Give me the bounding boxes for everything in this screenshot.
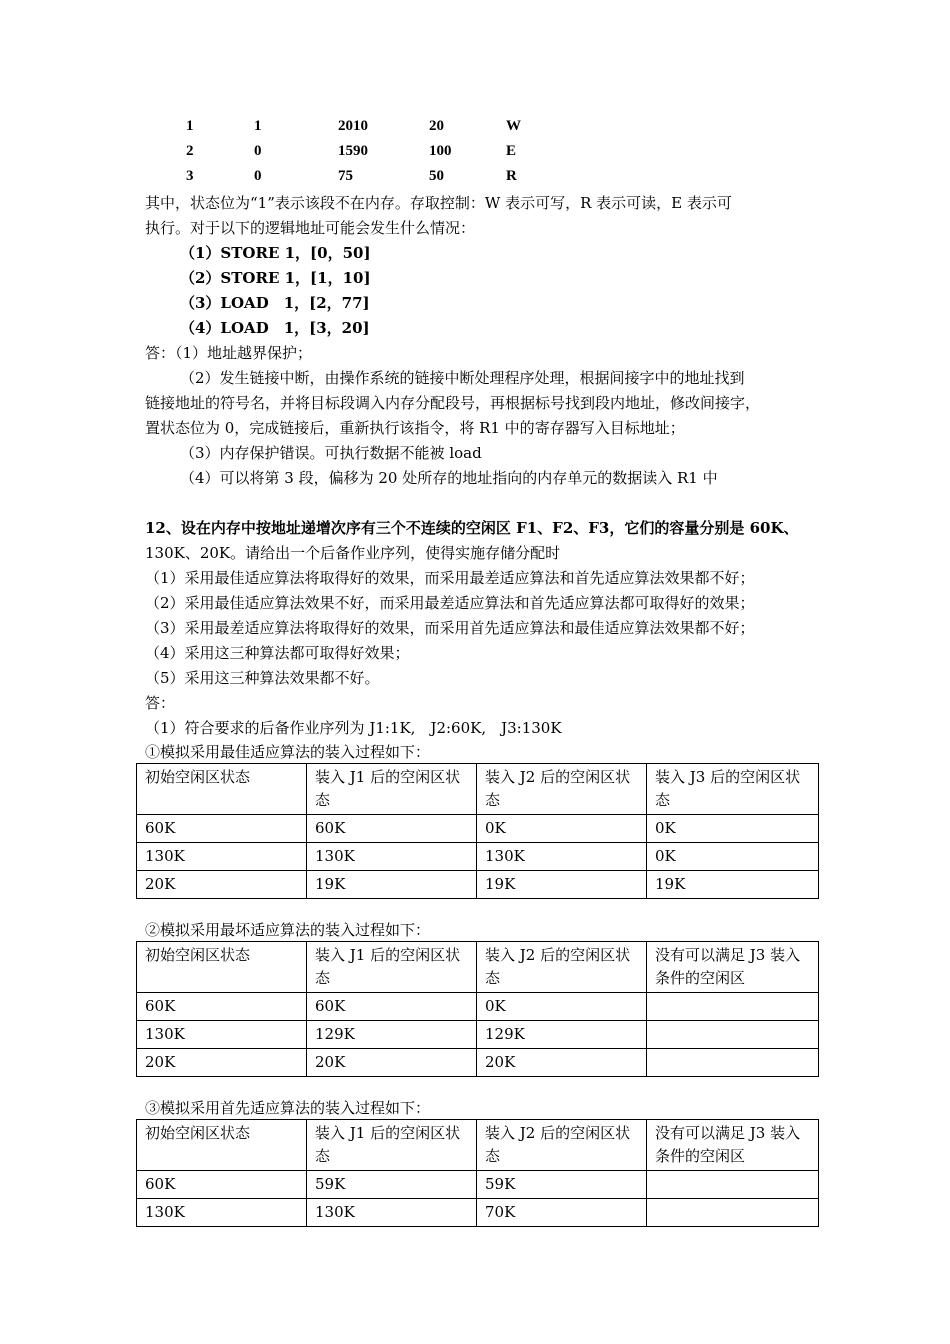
table-cell: 0K (647, 843, 819, 871)
table-cell (647, 1049, 819, 1077)
segment-access: E (506, 143, 517, 159)
query-item: （2）STORE 1，[1，10] (180, 269, 371, 287)
header-cell: 装入 J1 后的空闲区状态 (307, 764, 477, 815)
query-item: （4）LOAD 1，[3，20] (180, 319, 370, 337)
first-fit-table (136, 1119, 819, 1227)
segment-address: 75 (338, 168, 353, 184)
table-cell (647, 1171, 819, 1199)
segment-address: 2010 (338, 118, 368, 134)
header-cell: 初始空闲区状态 (137, 1120, 307, 1171)
table-cell (647, 1021, 819, 1049)
table-cell: 19K (647, 871, 819, 899)
answer-line: （4）可以将第 3 段，偏移为 20 处所存的地址指向的内存单元的数据读入 R1 中 (180, 469, 718, 487)
job-sequence: （1）符合要求的后备作业序列为 J1:1K, J2:60K, J3:130K (145, 719, 562, 737)
table-cell: 20K (137, 871, 307, 899)
table-cell: 130K (477, 843, 647, 871)
table-cell: 130K (137, 1021, 307, 1049)
header-cell: 初始空闲区状态 (137, 942, 307, 993)
table-cell: 20K (137, 1049, 307, 1077)
table-row (137, 1171, 819, 1199)
paragraph-line: 执行。对于以下的逻辑地址可能会发生什么情况： (145, 219, 476, 237)
best-fit-table (136, 763, 819, 899)
question-12-line: 12、设在内存中按地址递增次序有三个不连续的空闲区 F1、F2、F3，它们的容量分别是 60K、 (145, 519, 799, 537)
question-12-line: 130K、20K。请给出一个后备作业序列，使得实施存储分配时 (145, 544, 561, 562)
table-row (137, 871, 819, 899)
table-row (137, 1199, 819, 1227)
table-caption: ②模拟采用最坏适应算法的装入过程如下： (145, 921, 431, 939)
table-cell (647, 1199, 819, 1227)
table-header-row (137, 764, 819, 815)
answer-line: 链接地址的符号名，并将目标段调入内存分配段号，再根据标号找到段内地址，修改间接字， (145, 394, 761, 412)
question-item: （4）采用这三种算法都可取得好效果； (145, 644, 410, 662)
question-item: （1）采用最佳适应算法将取得好的效果，而采用最差适应算法和首先适应算法效果都不好； (145, 569, 755, 587)
worst-fit-table (136, 941, 819, 1077)
table-header-row (137, 942, 819, 993)
table-cell: 70K (477, 1199, 647, 1227)
header-cell: 装入 J2 后的空闲区状态 (477, 764, 647, 815)
header-cell: 初始空闲区状态 (137, 764, 307, 815)
header-cell: 装入 J1 后的空闲区状态 (307, 1120, 477, 1171)
question-item: （2）采用最佳适应算法效果不好，而采用最差适应算法和首先适应算法都可取得好的效果； (145, 594, 755, 612)
table-cell: 130K (307, 1199, 477, 1227)
table-row (137, 993, 819, 1021)
table-header-row (137, 1120, 819, 1171)
table-cell: 130K (137, 843, 307, 871)
table-cell: 20K (477, 1049, 647, 1077)
table-row (137, 1021, 819, 1049)
table-cell (647, 993, 819, 1021)
segment-number: 1 (186, 118, 194, 134)
segment-access: W (506, 118, 521, 134)
answer-label: 答： (145, 694, 176, 712)
table-cell: 0K (647, 815, 819, 843)
segment-number: 3 (186, 168, 194, 184)
table-row (137, 843, 819, 871)
answer-line: （3）内存保护错误。可执行数据不能被 load (180, 444, 482, 462)
table-cell: 0K (477, 815, 647, 843)
segment-length: 20 (429, 118, 444, 134)
table-cell: 60K (137, 1171, 307, 1199)
question-item: （5）采用这三种算法效果都不好。 (145, 669, 380, 687)
segment-length: 100 (429, 143, 452, 159)
segment-access: R (506, 168, 517, 184)
table-cell: 59K (477, 1171, 647, 1199)
table-cell: 60K (307, 815, 477, 843)
header-cell: 装入 J2 后的空闲区状态 (477, 942, 647, 993)
table-row (137, 1049, 819, 1077)
query-item: （3）LOAD 1，[2，77] (180, 294, 370, 312)
table-caption: ①模拟采用最佳适应算法的装入过程如下： (145, 743, 431, 761)
query-item: （1）STORE 1，[0，50] (180, 244, 371, 262)
table-caption: ③模拟采用首先适应算法的装入过程如下： (145, 1099, 431, 1117)
table-row (137, 815, 819, 843)
answer-line: 答：（1）地址越界保护； (145, 344, 313, 362)
table-cell: 129K (307, 1021, 477, 1049)
table-cell: 59K (307, 1171, 477, 1199)
answer-line: 置状态位为 0，完成链接后，重新执行该指令，将 R1 中的寄存器写入目标地址； (145, 419, 685, 437)
header-cell: 装入 J1 后的空闲区状态 (307, 942, 477, 993)
segment-number: 2 (186, 143, 194, 159)
header-cell: 没有可以满足 J3 装入条件的空闲区 (647, 942, 819, 993)
segment-length: 50 (429, 168, 444, 184)
table-cell: 60K (137, 993, 307, 1021)
table-cell: 130K (137, 1199, 307, 1227)
table-cell: 19K (477, 871, 647, 899)
header-cell: 没有可以满足 J3 装入条件的空闲区 (647, 1120, 819, 1171)
header-cell: 装入 J2 后的空闲区状态 (477, 1120, 647, 1171)
table-cell: 60K (137, 815, 307, 843)
table-cell: 130K (307, 843, 477, 871)
table-cell: 0K (477, 993, 647, 1021)
question-item: （3）采用最差适应算法将取得好的效果，而采用首先适应算法和最佳适应算法效果都不好； (145, 619, 755, 637)
table-cell: 19K (307, 871, 477, 899)
header-cell: 装入 J3 后的空闲区状态 (647, 764, 819, 815)
table-cell: 60K (307, 993, 477, 1021)
table-cell: 20K (307, 1049, 477, 1077)
table-cell: 129K (477, 1021, 647, 1049)
segment-status: 1 (254, 118, 262, 134)
paragraph-line: 其中，状态位为“1”表示该段不在内存。存取控制：W 表示可写，R 表示可读，E 表示可 (145, 194, 732, 212)
segment-status: 0 (254, 168, 262, 184)
segment-status: 0 (254, 143, 262, 159)
segment-address: 1590 (338, 143, 368, 159)
answer-line: （2）发生链接中断，由操作系统的链接中断处理程序处理，根据间接字中的地址找到 (180, 369, 745, 387)
